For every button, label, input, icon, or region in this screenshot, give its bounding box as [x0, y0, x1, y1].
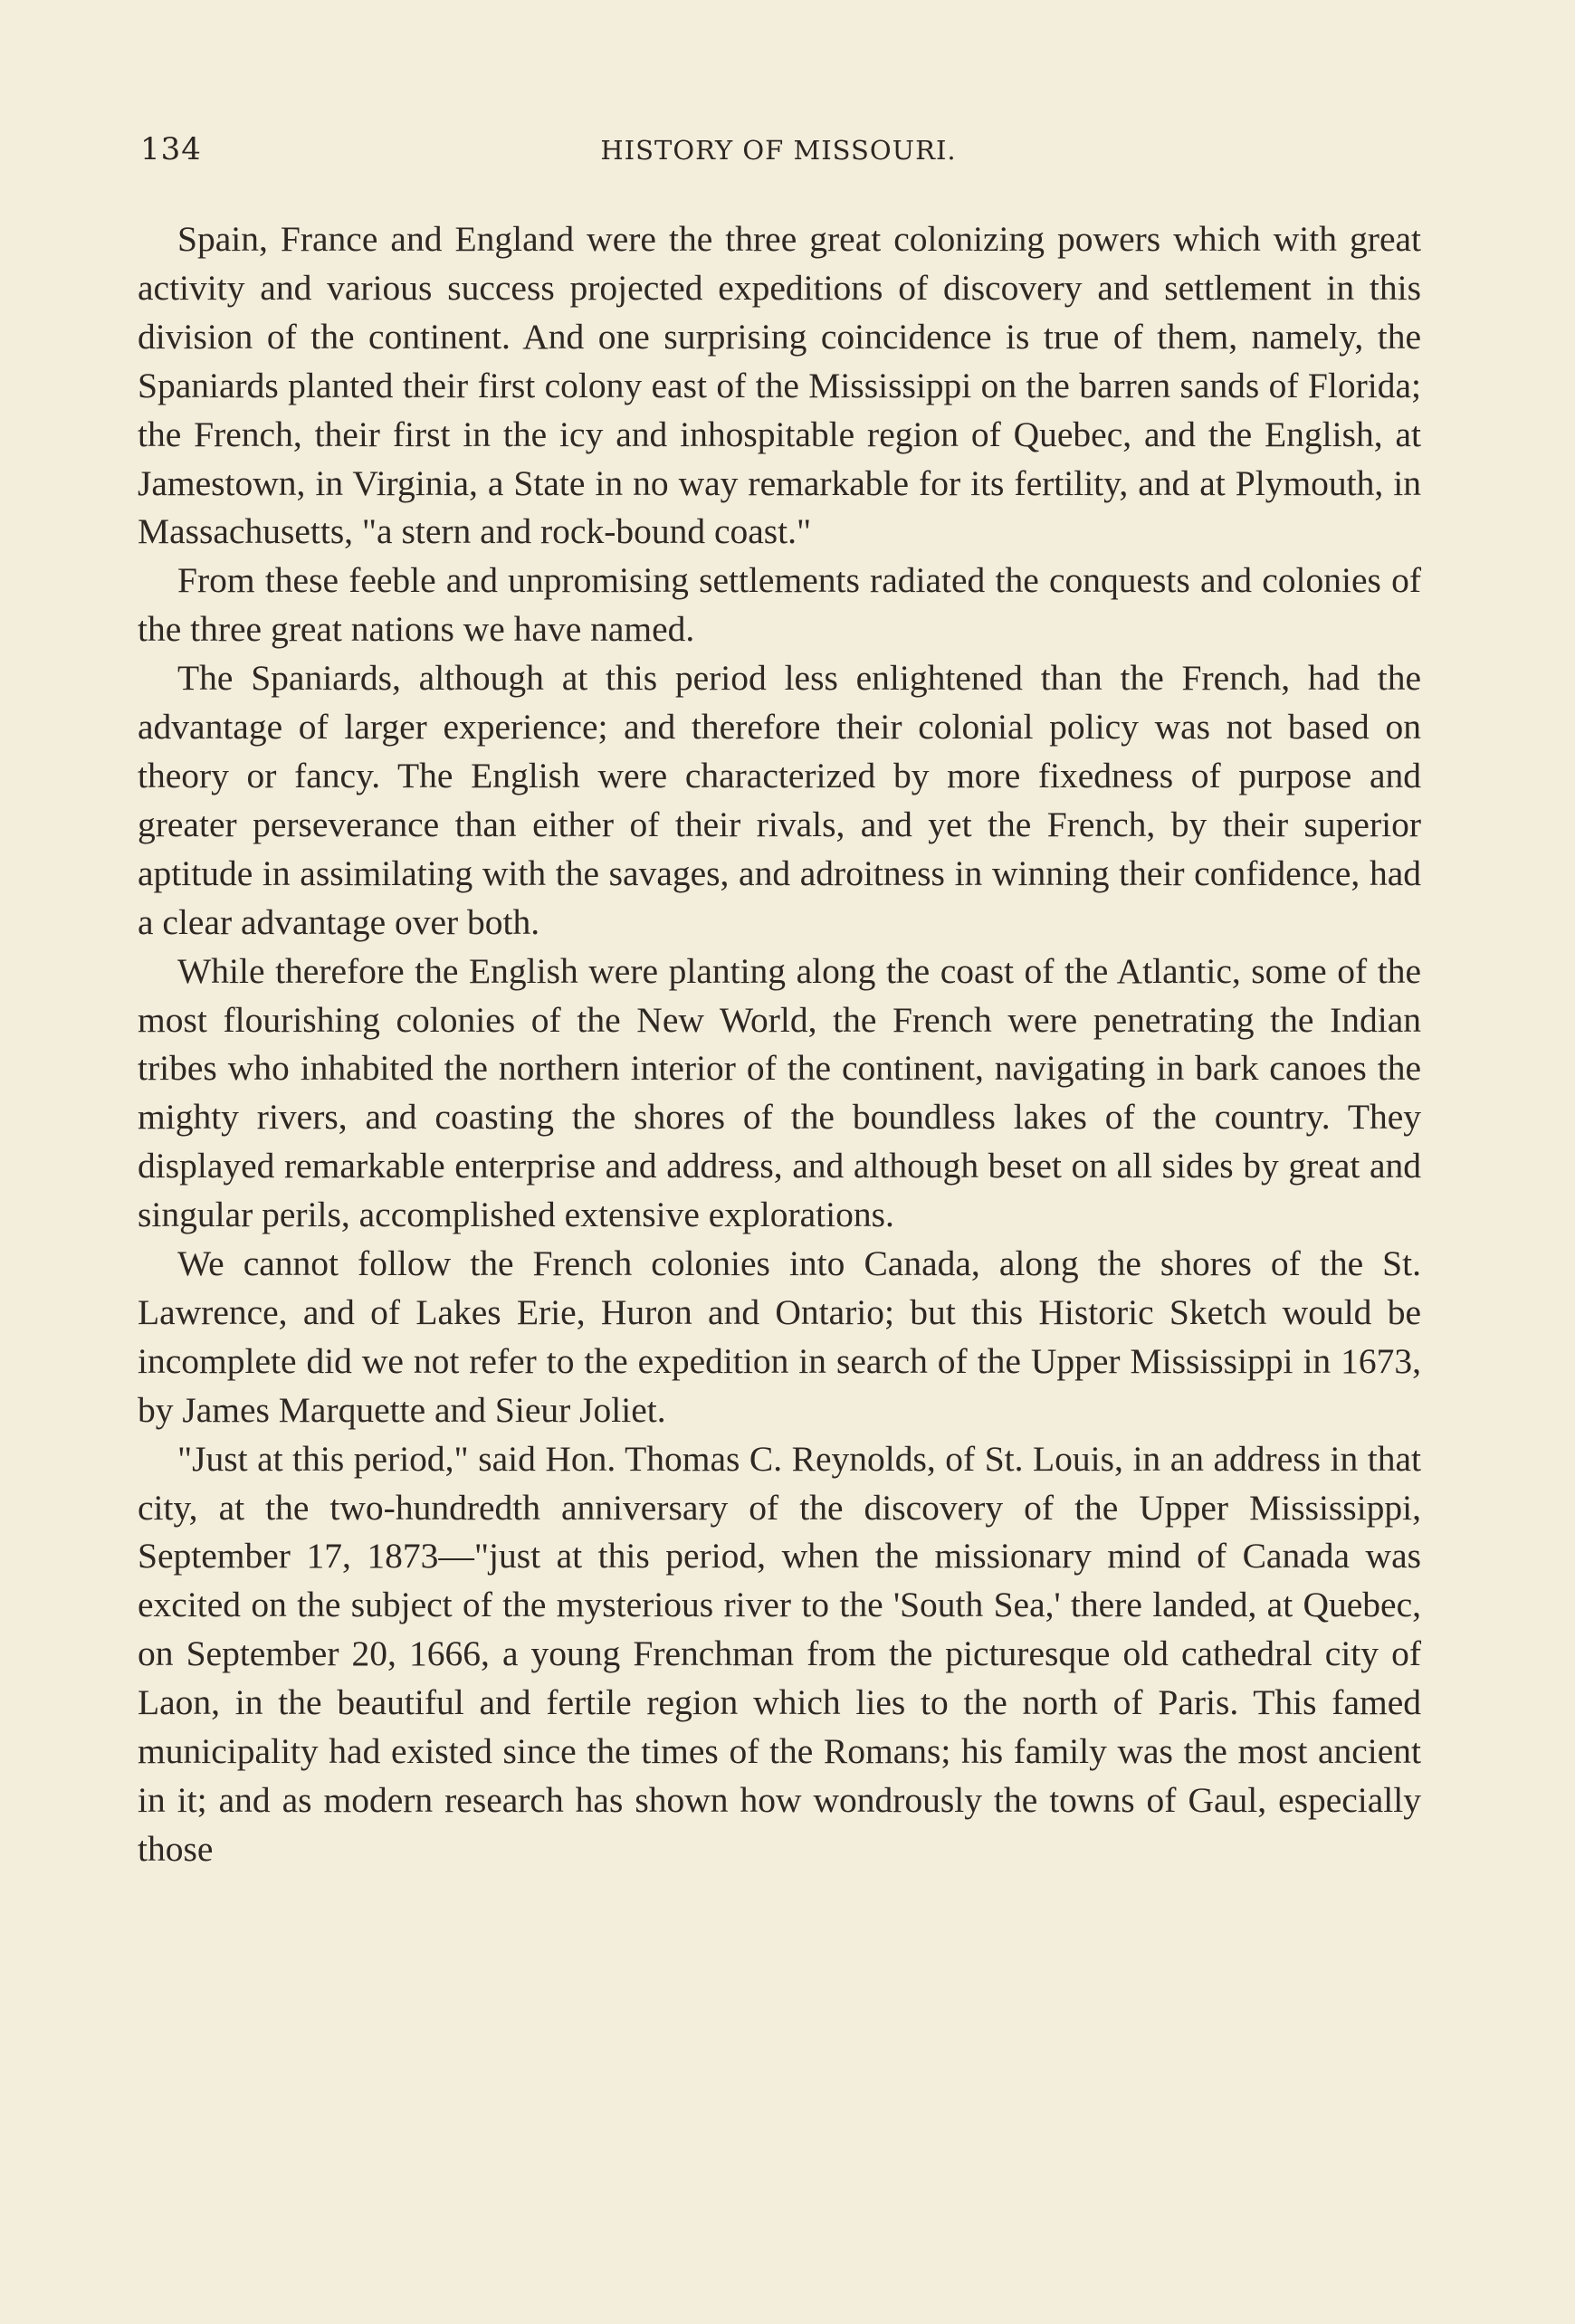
paragraph: "Just at this period," said Hon. Thomas C. Reynolds, of St. Louis, in an address in that city, at the two-hundredth anniversary of the discovery of the Upper Mississippi, September 17, 1873—"just at this period, when the missionary mind of Canada was excited on the subject of the mysterious river to the 'South Sea,' there landed, at Quebec, on September 20, 1666, a young Frenchman from the picturesque old cathedral city of Laon, in the beautiful and fertile region which lies to the north of Paris. This famed municipality had existed since the times of the Romans; his family was the most ancient in it; and as modern research has shown how wondrously the towns of Gaul, especially those [138, 1438, 1421, 1869]
paragraph: While therefore the English were planting along the coast of the Atlantic, some of the most flourishing colonies of the New World, the French were penetrating the Indian tribes who inhabited the northern interior of the continent, navigating in bark canoes the mighty rivers, and coasting the shores of the boundless lakes of the country. They displayed remarkable enterprise and address, and although beset on all sides by great and singular perils, accomplished extensive explorations. [138, 950, 1421, 1235]
paragraph: We cannot follow the French colonies into Canada, along the shores of the St. Lawrence, and of Lakes Erie, Huron and Ontario; but this Historic Sketch would be incomplete did we not refer to the expedition in search of the Upper Mississippi in 1673, by James Marquette and Sieur Joliet. [138, 1243, 1421, 1430]
page-number: 134 [140, 131, 202, 167]
paragraph: The Spaniards, although at this period less enlightened than the French, had the advantage of larger experience; and therefore their colonial policy was not based on theory or fancy. The English were characterized by more fixedness of purpose and greater perseverance than either of their rivals, and yet the French, by their superior aptitude in assimilating with the savages, and adroitness in winning their confidence, had a clear advantage over both. [138, 658, 1421, 942]
paragraph: Spain, France and England were the three great colonizing powers which with great activity and various success projected expeditions of discovery and settlement in this division of the continent. And one surprising coincidence is true of them, namely, the Spaniards planted their first colony east of the Mississippi on the barren sands of Florida; the French, their first in the icy and inhospitable region of Quebec, and the English, at Jamestown, in Virginia, a State in no way remarkable for its fertility, and at Plymouth, in Massachusetts, "a stern and rock-bound coast." [138, 219, 1421, 552]
running-head: HISTORY OF MISSOURI. [600, 135, 957, 166]
page-header [140, 131, 1417, 176]
paragraph: From these feeble and unpromising settlements radiated the conquests and colonies of the three great nations we have named. [138, 560, 1421, 650]
body-text [138, 215, 1421, 1874]
